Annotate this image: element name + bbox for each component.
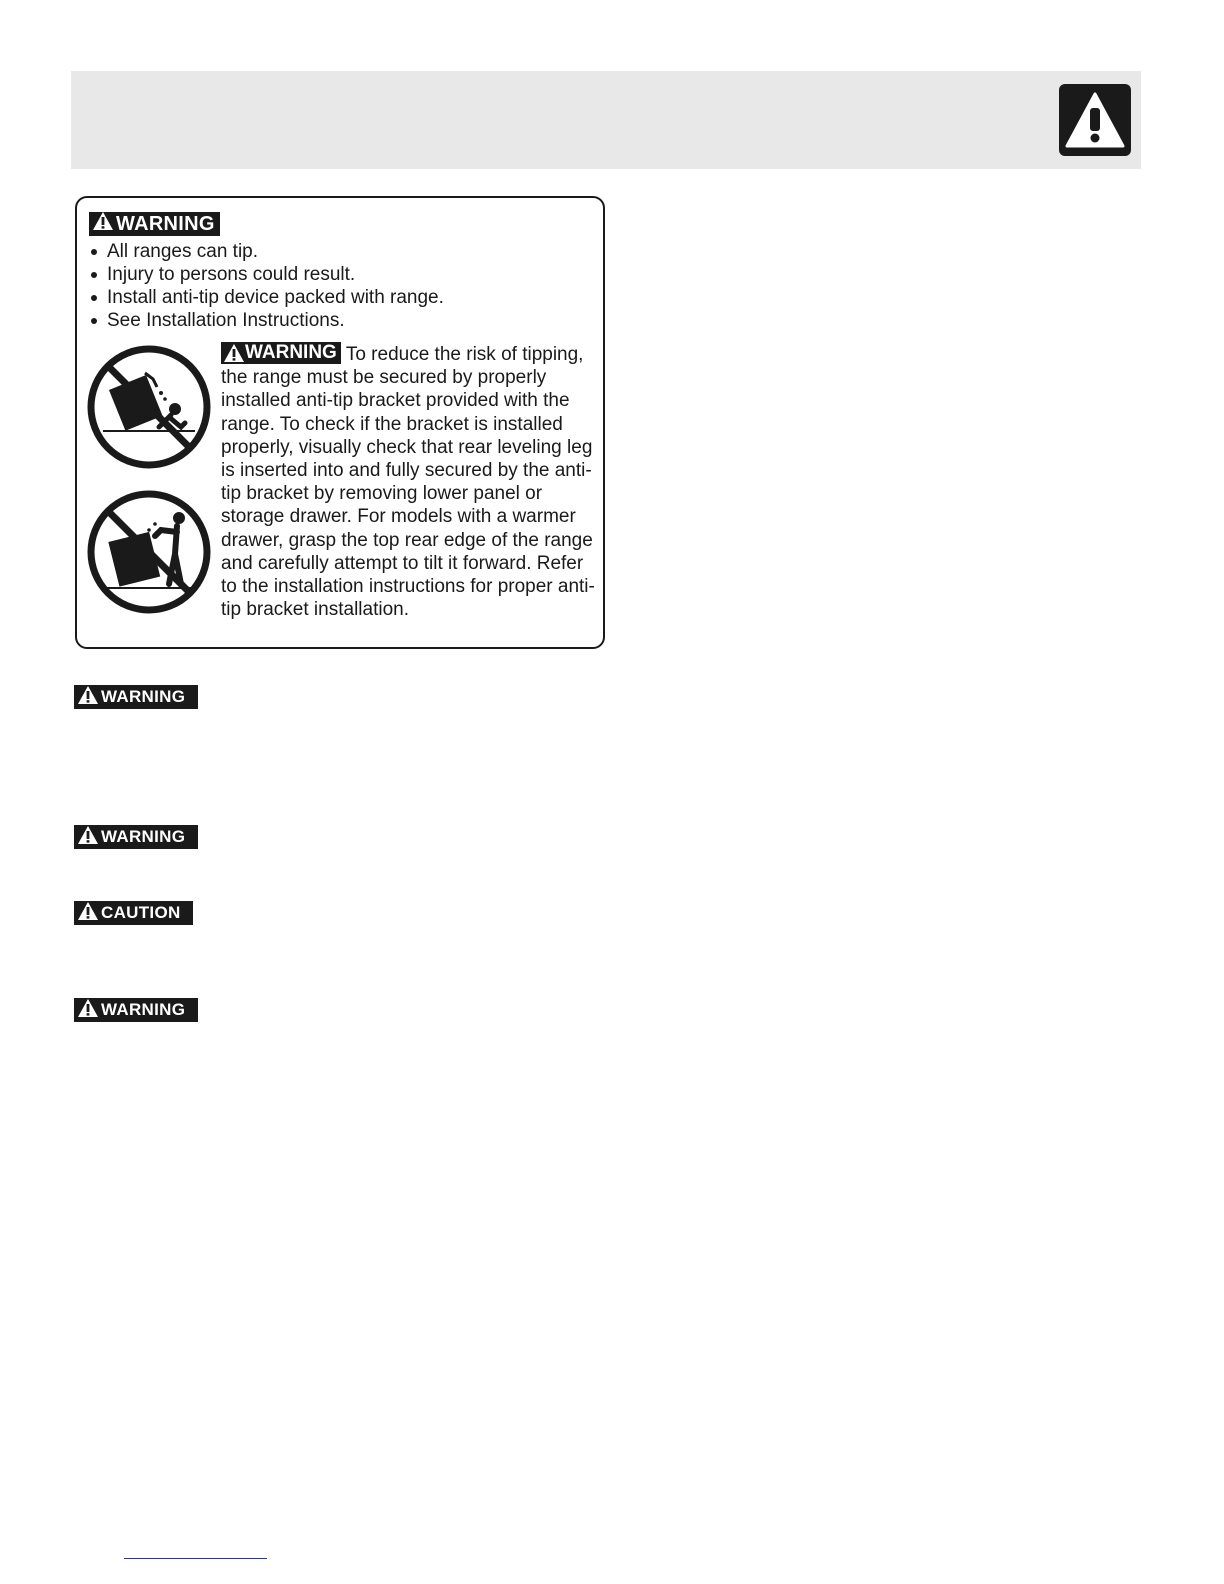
- exclamation-triangle-icon: [1059, 84, 1131, 156]
- caution-label: [74, 901, 193, 925]
- warning-triangle-icon: [77, 685, 99, 710]
- inline-warning-label: [221, 342, 341, 364]
- bullet-item: All ranges can tip.: [89, 240, 444, 263]
- header-band: [71, 71, 1141, 169]
- bullet-item: Install anti-tip device packed with range.: [89, 286, 444, 309]
- anti-tip-instructions: [221, 342, 601, 621]
- bullet-item: Injury to persons could result.: [89, 263, 444, 286]
- warning-label: [74, 685, 198, 709]
- bullet-item: See Installation Instructions.: [89, 309, 444, 332]
- footer-rule: [124, 1558, 267, 1559]
- warning-label-text: WARNING: [101, 827, 186, 846]
- anti-tip-body-text: To reduce the risk of tipping, the range must be secured by properly installed anti-tip bracket provided with the range. To check if the bracket is installed properly, visually check that rear leveling leg is inserted into and fully secured by the anti-tip bracket by removing lower panel or storage drawer. For models with a warmer drawer, grasp the top rear edge of the range and carefully attempt to tilt it forward. Refer to the installation instructions for proper anti-tip bracket installation.: [221, 344, 595, 621]
- warning-triangle-icon: [77, 998, 99, 1023]
- warning-label-text: WARNING: [101, 687, 186, 706]
- warning-triangle-icon: [223, 343, 245, 363]
- warning-label: [74, 998, 198, 1022]
- caution-triangle-icon: [77, 901, 99, 926]
- range-tipping-child-icon: [85, 343, 213, 471]
- range-tipping-adult-icon: [85, 488, 213, 616]
- warning-label: [89, 212, 220, 236]
- inline-warning-text: WARNING: [245, 342, 337, 364]
- caution-label-text: CAUTION: [101, 903, 181, 922]
- warning-label-text: WARNING: [116, 212, 215, 235]
- warning-label-text: WARNING: [101, 1000, 186, 1019]
- warning-label: [74, 825, 198, 849]
- anti-tip-warning-box: [75, 196, 605, 649]
- warning-bullet-list: [89, 240, 444, 332]
- warning-triangle-icon: [77, 825, 99, 850]
- warning-triangle-icon: [92, 211, 114, 237]
